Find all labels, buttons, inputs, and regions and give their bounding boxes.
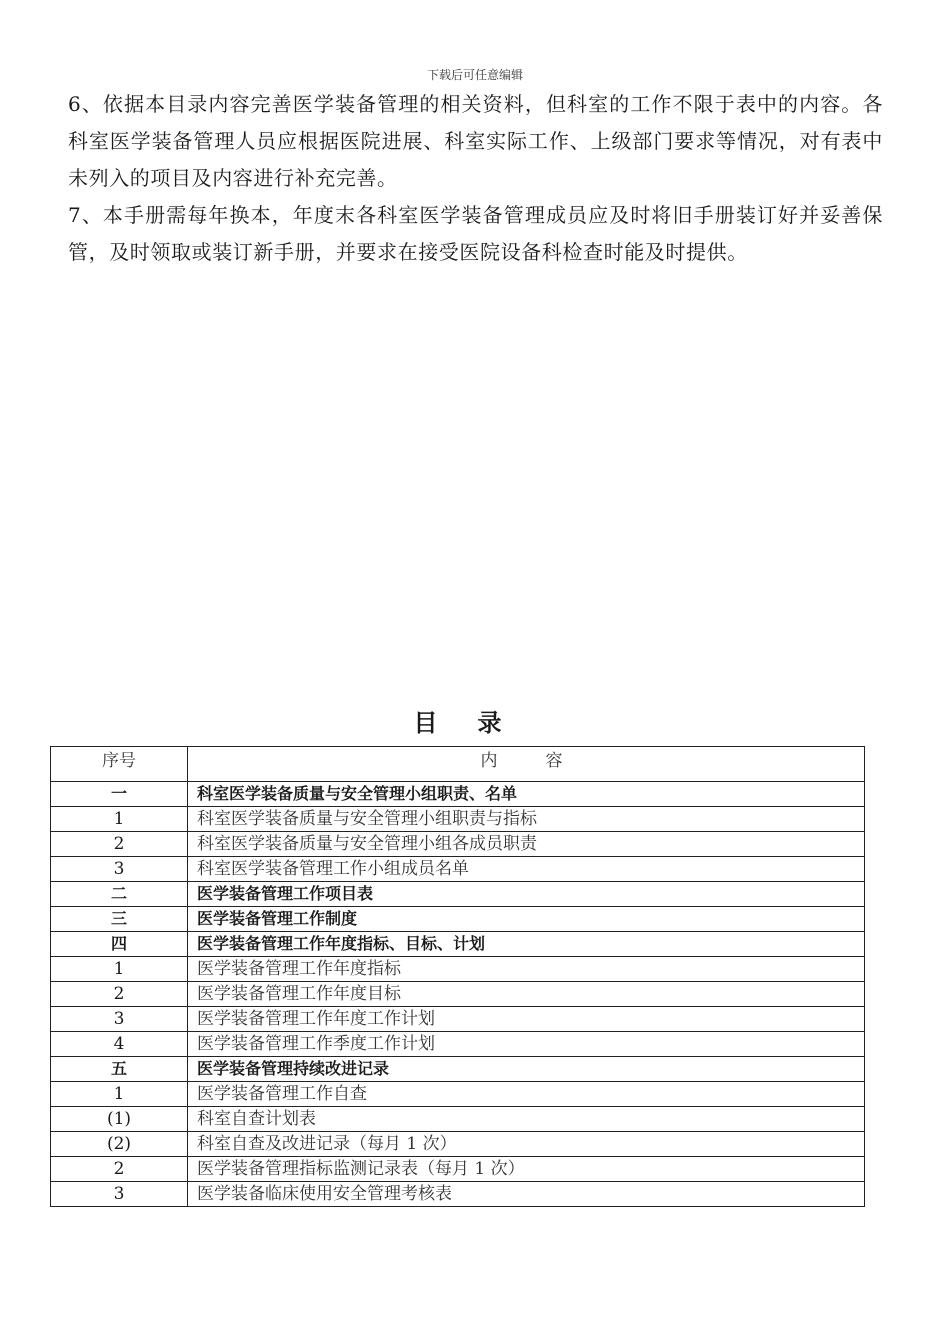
table-row: [51, 1132, 865, 1157]
toc-row-content: 医学装备管理持续改进记录: [188, 1057, 865, 1082]
toc-row-content: 医学装备管理工作年度工作计划: [188, 1007, 865, 1032]
table-row: [51, 857, 865, 882]
toc-row-content: 医学装备管理工作制度: [188, 907, 865, 932]
toc-row-seq: (1): [51, 1107, 188, 1132]
toc-row-content: 医学装备管理指标监测记录表（每月 1 次）: [188, 1157, 865, 1182]
table-row: [51, 957, 865, 982]
toc-row-content: 科室医学装备质量与安全管理小组各成员职责: [188, 832, 865, 857]
toc-row-content: 科室医学装备管理工作小组成员名单: [188, 857, 865, 882]
toc-header-seq: 序号: [51, 747, 188, 782]
toc-row-seq: 1: [51, 807, 188, 832]
table-row: [51, 1057, 865, 1082]
toc-row-seq: 3: [51, 1182, 188, 1207]
toc-row-content: 医学装备管理工作年度指标、目标、计划: [188, 932, 865, 957]
table-row: [51, 907, 865, 932]
table-row: [51, 1107, 865, 1132]
toc-row-seq: 2: [51, 1157, 188, 1182]
toc-row-seq: 四: [51, 932, 188, 957]
toc-row-content: 医学装备管理工作季度工作计划: [188, 1032, 865, 1057]
toc-row-seq: 3: [51, 1007, 188, 1032]
table-row: [51, 832, 865, 857]
table-row: [51, 807, 865, 832]
table-row: [51, 1157, 865, 1182]
table-row: [51, 1182, 865, 1207]
toc-row-content: 科室医学装备质量与安全管理小组职责与指标: [188, 807, 865, 832]
toc-body: [51, 782, 865, 1207]
toc-row-seq: 4: [51, 1032, 188, 1057]
toc-row-content: 科室自查计划表: [188, 1107, 865, 1132]
toc-row-content: 医学装备临床使用安全管理考核表: [188, 1182, 865, 1207]
toc-row-content: 科室医学装备质量与安全管理小组职责、名单: [188, 782, 865, 807]
toc-row-seq: 五: [51, 1057, 188, 1082]
table-row: [51, 1032, 865, 1057]
toc-row-seq: (2): [51, 1132, 188, 1157]
paragraph-7: 7、本手册需每年换本，年度末各科室医学装备管理成员应及时将旧手册装订好并妥善保管，及时领取或装订新手册，并要求在接受医院设备科检查时能及时提供。: [68, 203, 883, 264]
toc-row-seq: 1: [51, 957, 188, 982]
table-row: [51, 982, 865, 1007]
table-row: [51, 1007, 865, 1032]
toc-row-content: 医学装备管理工作年度指标: [188, 957, 865, 982]
toc-row-seq: 三: [51, 907, 188, 932]
page-header-note: 下载后可任意编辑: [426, 68, 523, 82]
toc-row-content: 医学装备管理工作自查: [188, 1082, 865, 1107]
body-text: [68, 86, 883, 271]
toc-header-row: [51, 747, 865, 782]
toc-row-content: 医学装备管理工作年度目标: [188, 982, 865, 1007]
toc-header-content: 内容: [188, 747, 865, 782]
toc-title: 目录: [413, 709, 542, 737]
toc-row-content: 医学装备管理工作项目表: [188, 882, 865, 907]
toc-row-seq: 2: [51, 982, 188, 1007]
toc-row-seq: 1: [51, 1082, 188, 1107]
toc-row-seq: 3: [51, 857, 188, 882]
toc-row-seq: 二: [51, 882, 188, 907]
table-row: [51, 882, 865, 907]
toc-table: [50, 746, 865, 1207]
table-row: [51, 782, 865, 807]
toc-row-content: 科室自查及改进记录（每月 1 次）: [188, 1132, 865, 1157]
paragraph-6: 6、依据本目录内容完善医学装备管理的相关资料，但科室的工作不限于表中的内容。各科室医学装备管理人员应根据医院进展、科室实际工作、上级部门要求等情况，对有表中未列入的项目及内容进行补充完善。: [68, 92, 883, 190]
table-row: [51, 932, 865, 957]
toc-row-seq: 2: [51, 832, 188, 857]
table-row: [51, 1082, 865, 1107]
toc-row-seq: 一: [51, 782, 188, 807]
